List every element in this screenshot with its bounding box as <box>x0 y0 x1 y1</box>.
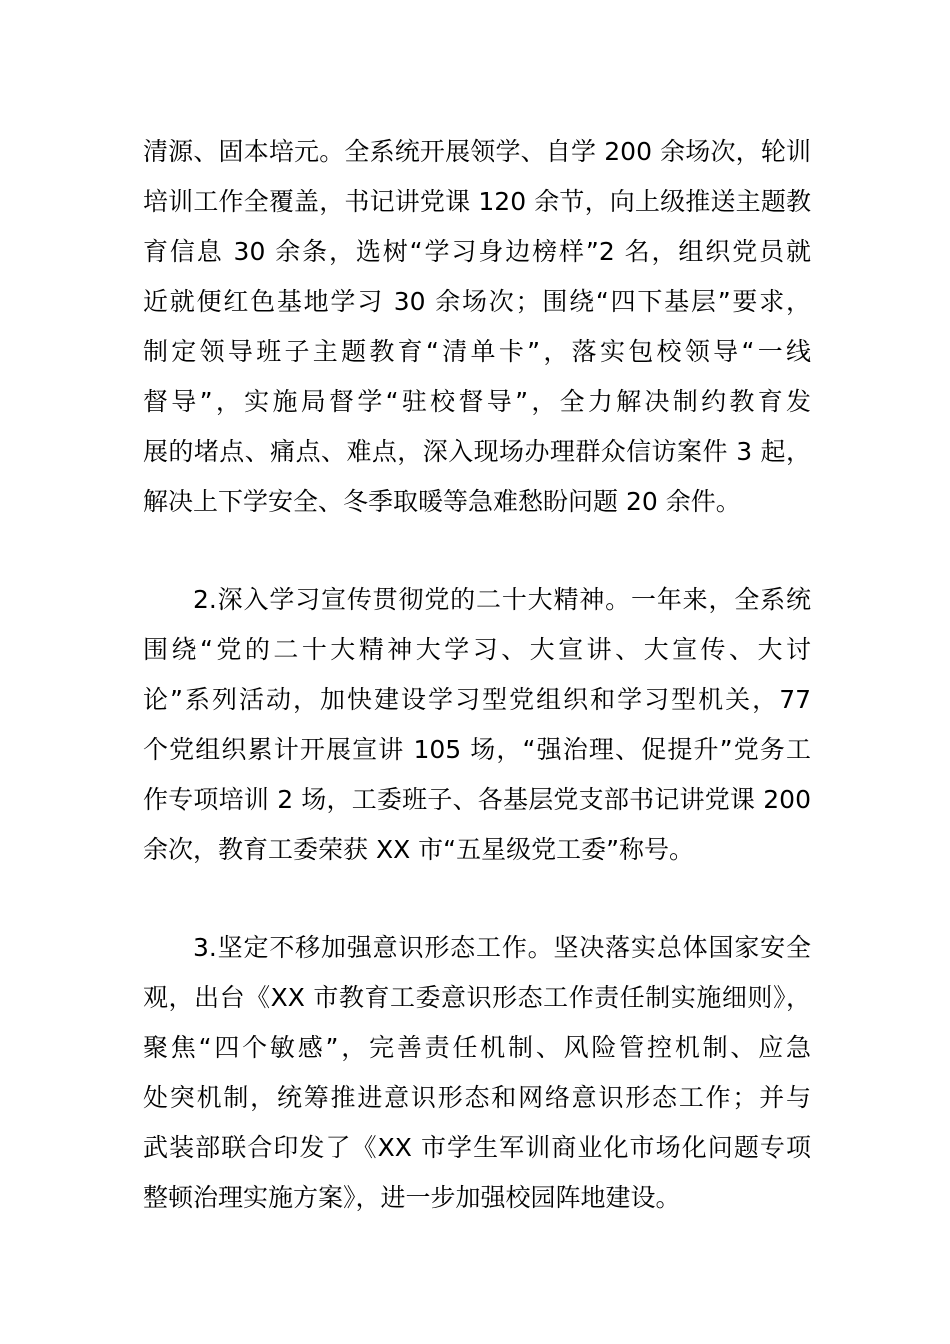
paragraph-3 <box>143 923 811 1223</box>
paragraph-line: 督导”，实施局督学“驻校督导”，全力解决制约教育发 <box>143 387 811 416</box>
paragraph-1 <box>143 127 811 527</box>
paragraph-line: 制定领导班子主题教育“清单卡”，落实包校领导“一线 <box>143 337 811 366</box>
paragraph-line: 武装部联合印发了《XX 市学生军训商业化市场化问题专项 <box>143 1133 811 1162</box>
paragraph-line: 个党组织累计开展宣讲 105 场，“强治理、促提升”党务工 <box>143 735 811 764</box>
paragraph-line: 余次，教育工委荣获 XX 市“五星级党工委”称号。 <box>143 835 695 864</box>
paragraph-2 <box>143 575 811 875</box>
paragraph-line: 整顿治理实施方案》，进一步加强校园阵地建设。 <box>143 1183 681 1212</box>
paragraph-line: 近就便红色基地学习 30 余场次；围绕“四下基层”要求， <box>143 287 811 316</box>
paragraph-line: 3.坚定不移加强意识形态工作。坚决落实总体国家安全 <box>193 933 811 962</box>
paragraph-line: 聚焦“四个敏感”，完善责任机制、风险管控机制、应急 <box>143 1033 811 1062</box>
paragraph-line: 论”系列活动，加快建设学习型党组织和学习型机关，77 <box>143 685 811 714</box>
paragraph-line: 观，出台《XX 市教育工委意识形态工作责任制实施细则》， <box>143 983 811 1012</box>
paragraph-line: 处突机制，统筹推进意识形态和网络意识形态工作；并与 <box>143 1083 811 1112</box>
paragraph-line: 培训工作全覆盖，书记讲党课 120 余节，向上级推送主题教 <box>143 187 811 216</box>
paragraph-line: 清源、固本培元。全系统开展领学、自学 200 余场次，轮训 <box>143 137 811 166</box>
paragraph-line: 作专项培训 2 场，工委班子、各基层党支部书记讲党课 200 <box>143 785 811 814</box>
paragraph-line: 围绕“党的二十大精神大学习、大宣讲、大宣传、大讨 <box>143 635 811 664</box>
paragraph-line: 解决上下学安全、冬季取暖等急难愁盼问题 20 余件。 <box>143 487 741 516</box>
paragraph-line: 2.深入学习宣传贯彻党的二十大精神。一年来，全系统 <box>193 585 811 614</box>
paragraph-line: 育信息 30 余条，选树“学习身边榜样”2 名，组织党员就 <box>143 237 811 266</box>
paragraph-line: 展的堵点、痛点、难点，深入现场办理群众信访案件 3 起， <box>143 437 811 466</box>
